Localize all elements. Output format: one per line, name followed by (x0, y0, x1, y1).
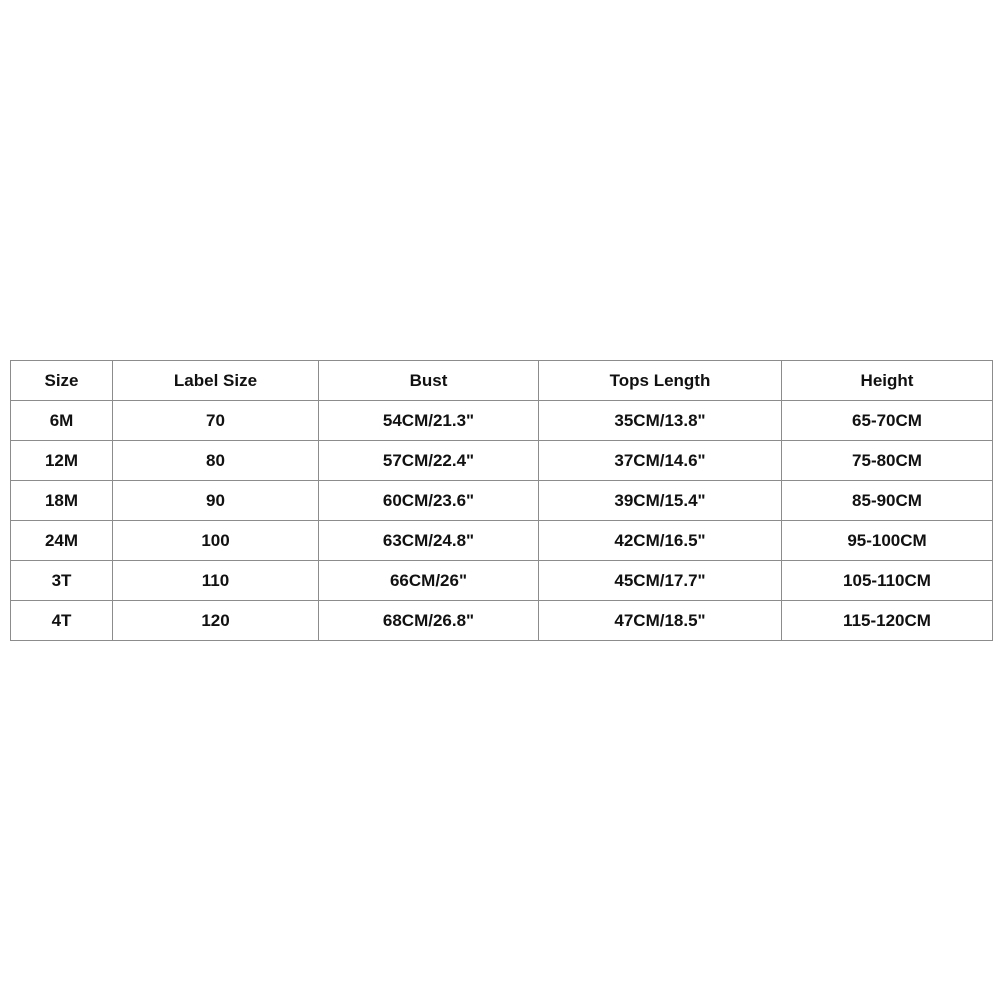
header-label-size: Label Size (113, 361, 319, 401)
tops-length-cell: 42CM/16.5" (539, 521, 782, 561)
table-row (11, 561, 993, 601)
tops-length-cell: 47CM/18.5" (539, 601, 782, 641)
bust-cell: 68CM/26.8" (319, 601, 539, 641)
size-chart-table (10, 360, 993, 641)
height-cell: 65-70CM (782, 401, 993, 441)
table-row (11, 601, 993, 641)
header-height: Height (782, 361, 993, 401)
header-size: Size (11, 361, 113, 401)
table-row (11, 401, 993, 441)
size-cell: 6M (11, 401, 113, 441)
size-cell: 18M (11, 481, 113, 521)
bust-cell: 54CM/21.3" (319, 401, 539, 441)
size-cell: 24M (11, 521, 113, 561)
tops-length-cell: 39CM/15.4" (539, 481, 782, 521)
table-row (11, 481, 993, 521)
label-size-cell: 120 (113, 601, 319, 641)
bust-cell: 66CM/26" (319, 561, 539, 601)
label-size-cell: 100 (113, 521, 319, 561)
tops-length-cell: 45CM/17.7" (539, 561, 782, 601)
bust-cell: 63CM/24.8" (319, 521, 539, 561)
height-cell: 115-120CM (782, 601, 993, 641)
bust-cell: 60CM/23.6" (319, 481, 539, 521)
bust-cell: 57CM/22.4" (319, 441, 539, 481)
header-tops-length: Tops Length (539, 361, 782, 401)
table-header-row (11, 361, 993, 401)
height-cell: 85-90CM (782, 481, 993, 521)
height-cell: 75-80CM (782, 441, 993, 481)
label-size-cell: 90 (113, 481, 319, 521)
size-cell: 3T (11, 561, 113, 601)
table-row (11, 521, 993, 561)
label-size-cell: 70 (113, 401, 319, 441)
tops-length-cell: 37CM/14.6" (539, 441, 782, 481)
height-cell: 105-110CM (782, 561, 993, 601)
size-cell: 4T (11, 601, 113, 641)
height-cell: 95-100CM (782, 521, 993, 561)
header-bust: Bust (319, 361, 539, 401)
label-size-cell: 80 (113, 441, 319, 481)
label-size-cell: 110 (113, 561, 319, 601)
table-row (11, 441, 993, 481)
size-cell: 12M (11, 441, 113, 481)
tops-length-cell: 35CM/13.8" (539, 401, 782, 441)
